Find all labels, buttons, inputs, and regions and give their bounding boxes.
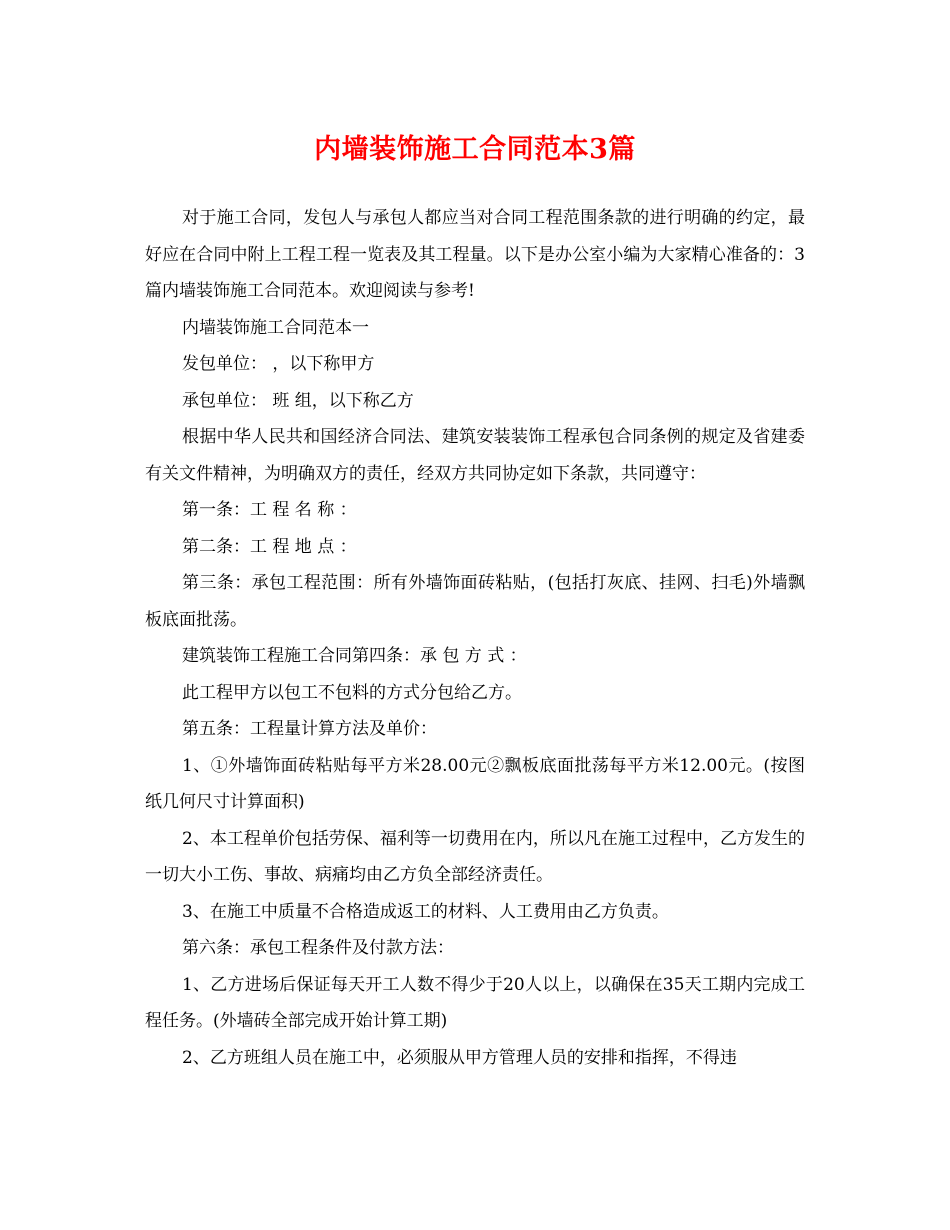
paragraph-article-5-item-1: 1、①外墙饰面砖粘贴每平方米28.00元②飘板底面批荡每平方米12.00元。(按图纸几何尺寸计算面积) bbox=[145, 755, 805, 812]
paragraph-article-3: 第三条：承包工程范围：所有外墙饰面砖粘贴，(包括打灰底、挂网、扫毛)外墙飘板底面批荡。 bbox=[145, 573, 805, 630]
document-title: 内墙装饰施工合同范本3篇 bbox=[314, 134, 636, 165]
paragraph-article-1: 第一条：工 程 名 称 ： bbox=[182, 500, 357, 520]
paragraph-employer: 发包单位： ，以下称甲方 bbox=[182, 354, 375, 374]
paragraph-article-6-item-1: 1、乙方进场后保证每天开工人数不得少于20人以上，以确保在35天工期内完成工程任务。(外墙砖全部完成开始计算工期) bbox=[145, 974, 805, 1031]
paragraph-article-4-detail: 此工程甲方以包工不包料的方式分包给乙方。 bbox=[182, 682, 522, 703]
paragraph-article-6: 第六条：承包工程条件及付款方法： bbox=[182, 938, 454, 958]
paragraph-legal-basis: 根据中华人民共和国经济合同法、建筑安装装饰工程承包合同条例的规定及省建委有关文件精神，为明确双方的责任，经双方共同协定如下条款，共同遵守： bbox=[145, 427, 805, 484]
paragraph-contract-heading: 内墙装饰施工合同范本一 bbox=[182, 317, 369, 338]
paragraph-article-5-item-2: 2、本工程单价包括劳保、福利等一切费用在内，所以凡在施工过程中，乙方发生的一切大小工伤、事故、病痛均由乙方负全部经济责任。 bbox=[145, 828, 805, 885]
paragraph-article-6-item-2: 2、乙方班组人员在施工中，必须服从甲方管理人员的安排和指挥，不得违 bbox=[182, 1047, 737, 1068]
document-body bbox=[145, 200, 805, 1076]
paragraph-article-2: 第二条：工 程 地 点 ： bbox=[182, 536, 357, 557]
paragraph-contractor: 承包单位： 班 组，以下称乙方 bbox=[182, 390, 414, 411]
paragraph-intro: 对于施工合同，发包人与承包人都应当对合同工程范围条款的进行明确的约定，最好应在合同中附上工程工程一览表及其工程量。以下是办公室小编为大家精心准备的：3篇内墙装饰施工合同范本。欢迎阅读与参考! bbox=[145, 208, 805, 301]
paragraph-article-4: 建筑装饰工程施工合同第四条：承 包 方 式 ： bbox=[182, 646, 527, 666]
paragraph-article-5: 第五条：工程量计算方法及单价： bbox=[182, 719, 437, 739]
paragraph-article-5-item-3: 3、在施工中质量不合格造成返工的材料、人工费用由乙方负责。 bbox=[182, 901, 669, 922]
